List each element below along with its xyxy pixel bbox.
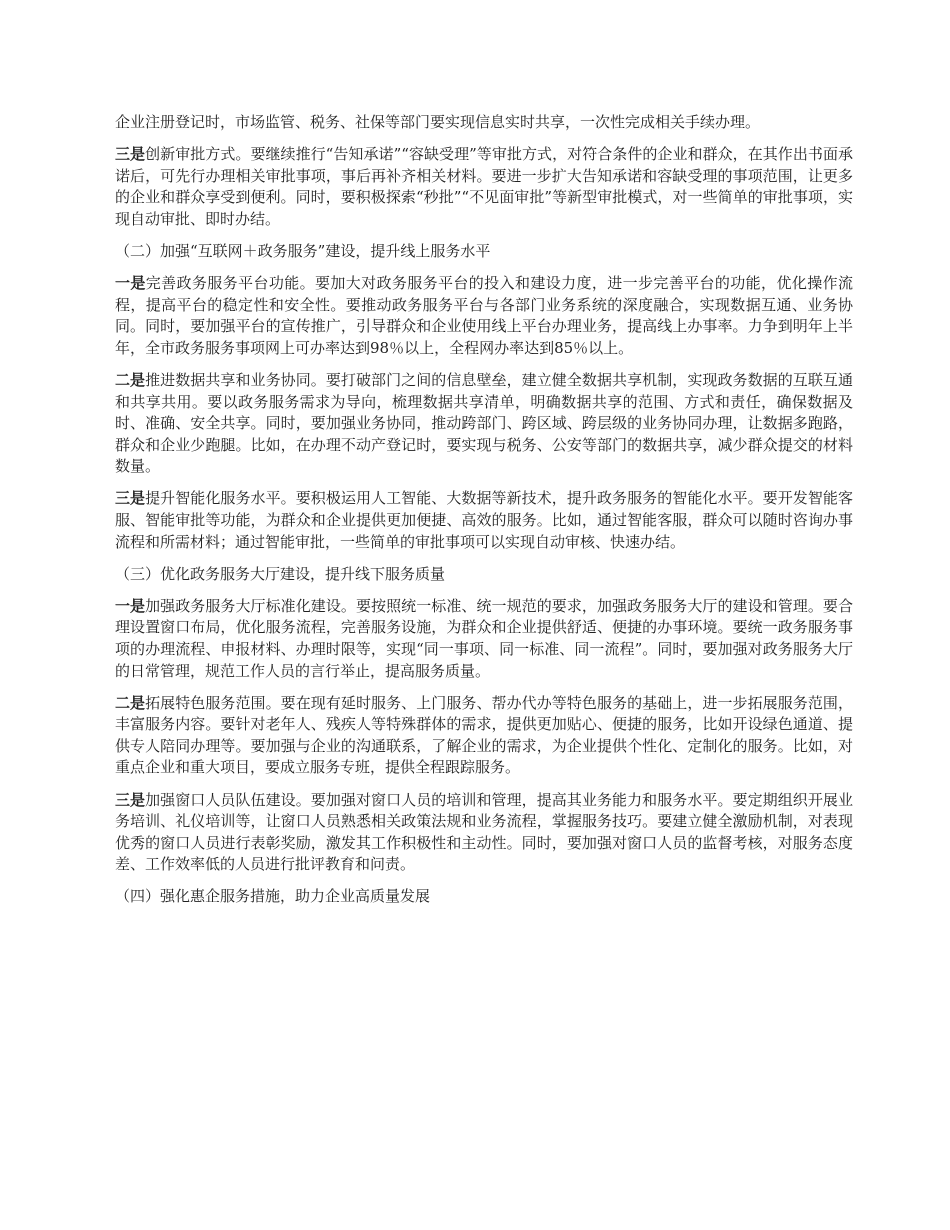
paragraph-lead: 一是 bbox=[115, 274, 146, 293]
paragraph-text: 提升智能化服务水平。要积极运用人工智能、大数据等新技术，提升政务服务的智能化水平。要开发智能客服、智能审批等功能，为群众和企业提供更加便捷、高效的服务。比如，通过智能客服，群众可以随时咨询办事流程和所需材料；通过智能审批，一些简单的审批事项可以实现自动审核、快速办结。 bbox=[115, 489, 853, 551]
paragraph-window-staff bbox=[115, 790, 853, 876]
paragraph-text: 企业注册登记时，市场监管、税务、社保等部门要实现信息实时共享，一次性完成相关手续办理。 bbox=[115, 113, 761, 131]
paragraph-text: 加强政务服务大厅标准化建设。要按照统一标准、统一规范的要求，加强政务服务大厅的建设和管理。要合理设置窗口布局，优化服务流程，完善服务设施，为群众和企业提供舒适、便捷的办事环境。要统一政务服务事项的办理流程、申报材料、办理时限等，实现“同一事项、同一标准、同一流程”。同时，要加强对政务服务大厅的日常管理，规范工作人员的言行举止，提高服务质量。 bbox=[115, 596, 853, 680]
section-heading-4: （四）强化惠企服务措施，助力企业高质量发展 bbox=[115, 887, 431, 906]
paragraph-lead: 三是 bbox=[115, 790, 146, 809]
section-heading-2: （二）加强“互联网＋政务服务”建设，提升线上服务水平 bbox=[115, 241, 491, 260]
paragraph-lead: 三是 bbox=[115, 489, 146, 508]
paragraph-text: 加强窗口人员队伍建设。要加强对窗口人员的培训和管理，提高其业务能力和服务水平。要定期组织开展业务培训、礼仪培训等，让窗口人员熟悉相关政策法规和业务流程，掌握服务技巧。要建立健全激励机制，对表现优秀的窗口人员进行表彰奖励，激发其工作积极性和主动性。同时，要加强对窗口人员的监督考核，对服务态度差、工作效率低的人员进行批评教育和问责。 bbox=[115, 790, 853, 874]
paragraph-lead: 三是 bbox=[115, 145, 146, 164]
paragraph-continuation bbox=[115, 112, 853, 134]
paragraph-lead: 一是 bbox=[115, 596, 146, 615]
section-heading-3: （三）优化政务服务大厅建设，提升线下服务质量 bbox=[115, 564, 446, 583]
paragraph-text: 拓展特色服务范围。要在现有延时服务、上门服务、帮办代办等特色服务的基础上，进一步拓展服务范围，丰富服务内容。要针对老年人、残疾人等特殊群体的需求，提供更加贴心、便捷的服务，比如开设绿色通道、提供专人陪同办理等。要加强与企业的沟通联系，了解企业的需求，为企业提供个性化、定制化的服务。比如，对重点企业和重大项目，要成立服务专班，提供全程跟踪服务。 bbox=[115, 693, 853, 777]
paragraph-data-sharing bbox=[115, 370, 853, 478]
paragraph-innovate-approval bbox=[115, 144, 853, 230]
paragraph-platform-function bbox=[115, 273, 853, 359]
paragraph-text: 创新审批方式。要继续推行“告知承诺”“容缺受理”等审批方式，对符合条件的企业和群众，在其作出书面承诺后，可先行办理相关审批事项，事后再补齐相关材料。要进一步扩大告知承诺和容缺受理的事项范围，让更多的企业和群众享受到便利。同时，要积极探索“秒批”“不见面审批”等新型审批模式，对一些简单的审批事项，实现自动审批、即时办结。 bbox=[115, 145, 853, 228]
document-body bbox=[115, 112, 853, 919]
paragraph-smart-service bbox=[115, 488, 853, 553]
paragraph-hall-standardization bbox=[115, 596, 853, 682]
paragraph-lead: 二是 bbox=[115, 370, 146, 389]
paragraph-lead: 二是 bbox=[115, 693, 146, 712]
paragraph-text: 完善政务服务平台功能。要加大对政务服务平台的投入和建设力度，进一步完善平台的功能，优化操作流程，提高平台的稳定性和安全性。要推动政务服务平台与各部门业务系统的深度融合，实现数据互通、业务协同。同时，要加强平台的宣传推广，引导群众和企业使用线上平台办理业务，提高线上办事率。力争到明年上半年，全市政务服务事项网上可办率达到98％以上，全程网办率达到85％以上。 bbox=[115, 274, 853, 357]
paragraph-special-services bbox=[115, 693, 853, 779]
paragraph-text: 推进数据共享和业务协同。要打破部门之间的信息壁垒，建立健全数据共享机制，实现政务数据的互联互通和共享共用。要以政务服务需求为导向，梳理数据共享清单，明确数据共享的范围、方式和责任，确保数据及时、准确、安全共享。同时，要加强业务协同，推动跨部门、跨区域、跨层级的业务协同办理，让数据多跑路，群众和企业少跑腿。比如，在办理不动产登记时，要实现与税务、公安等部门的数据共享，减少群众提交的材料数量。 bbox=[115, 370, 853, 476]
